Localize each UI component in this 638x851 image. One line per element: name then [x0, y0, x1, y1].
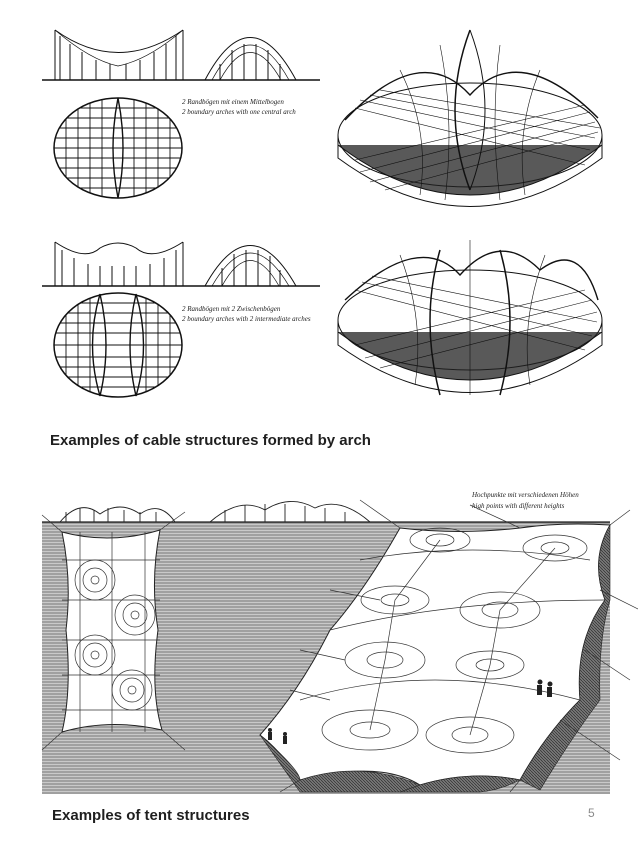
page-number: 5 [588, 806, 595, 820]
note-german-2: 2 Randbögen mit 2 Zwischenbögen [182, 305, 281, 313]
note-german-tent: Hochpunkte mit verschiedenen Höhen [472, 491, 579, 499]
note-english-tent: high points with different heights [472, 502, 565, 510]
note-german-1: 2 Randbögen mit einem Mittelbogen [182, 98, 284, 106]
note-english-1: 2 boundary arches with one central arch [182, 108, 296, 116]
caption-cable-structures: Examples of cable structures formed by arch [50, 432, 371, 449]
note-english-2: 2 boundary arches with 2 intermediate arches [182, 315, 311, 323]
caption-tent-structures: Examples of tent structures [52, 807, 250, 824]
